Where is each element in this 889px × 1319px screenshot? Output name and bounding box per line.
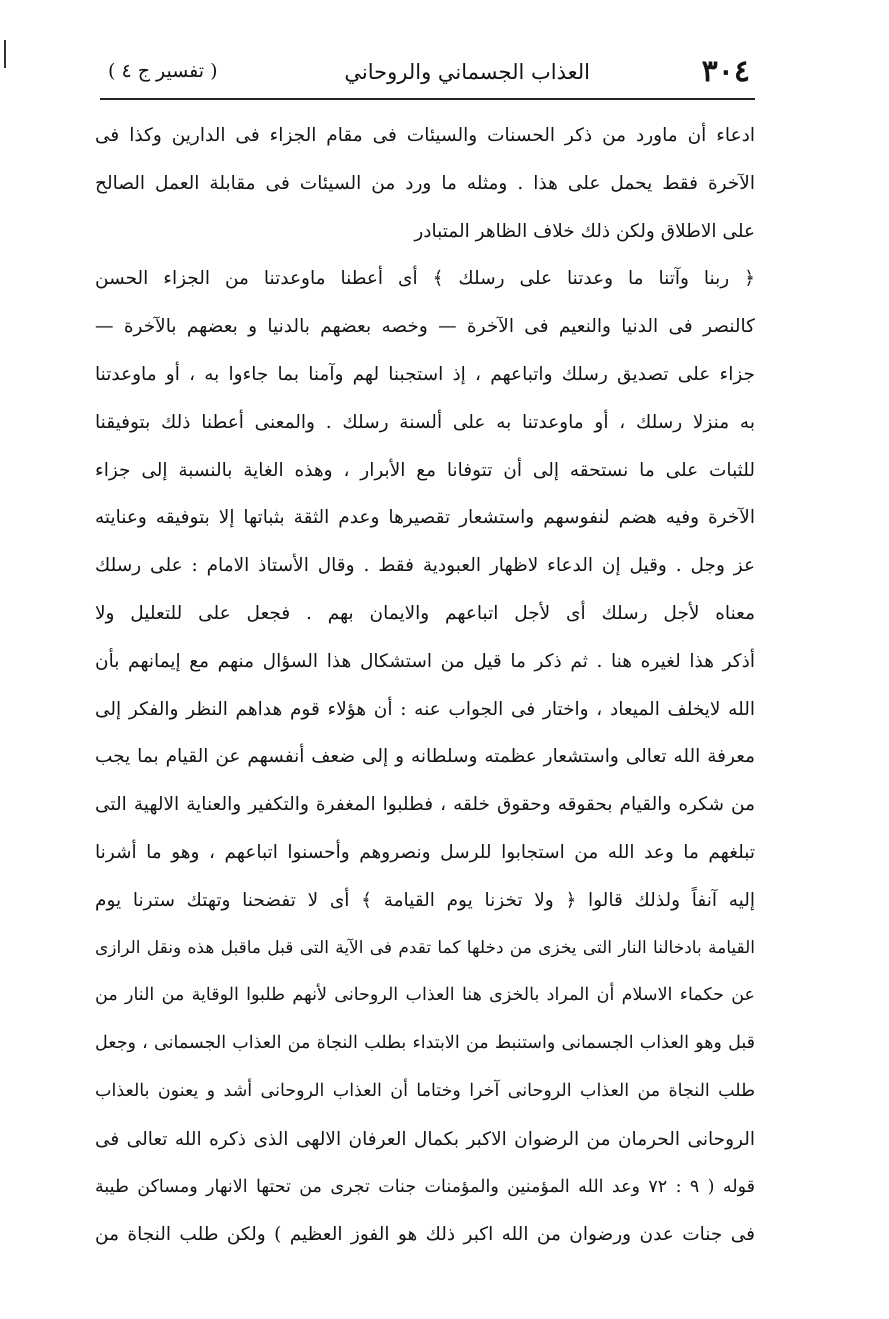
text-line: القيامة بادخالنا النار التى يخزى من دخلها كما تقدم فى الآية التى قبل ماقبل هذه ونقل الرازى xyxy=(95,937,755,958)
text-line: من شكره والقيام بحقوقه وحقوق خلقه ، فطلبوا المغفرة والتكفير والعناية الالهية التى xyxy=(95,794,755,816)
text-line: عز وجل . وقيل إن الدعاء لاظهار العبودية فقط . وقال الأستاذ الامام : على رسلك xyxy=(95,555,755,577)
page-number: ٣٠٤ xyxy=(701,54,750,89)
text-line: تبلغهم ما وعد الله من استجابوا للرسل ونصروهم وأحسنوا اتباعهم ، وهو ما أشرنا xyxy=(95,841,755,863)
text-line: معرفة الله تعالى واستشعار عظمته وسلطانه و إلى ضعف أنفسهم عن القيام بما يجب xyxy=(95,746,755,768)
text-line: طلب النجاة من العذاب الروحانى آخرا وختاما أن العذاب الروحانى أشد و يعنون بالعذاب xyxy=(95,1080,755,1101)
text-line: الآخرة وفيه هضم لنفوسهم واستشعار تقصيرها وعدم الثقة بثباتها إلا بتوفيقه وعنايته xyxy=(95,507,755,529)
header-rule xyxy=(100,98,755,100)
text-line: أذكر هذا لغيره هنا . ثم ذكر ما قيل من استشكال هذا السؤال منهم مع إيمانهم بأن xyxy=(95,650,755,672)
text-line: ﴿ ربنا وآتنا ما وعدتنا على رسلك ﴾ أى أعطنا ماوعدتنا من الجزاء الحسن xyxy=(95,268,755,290)
text-line: قوله ( ٩ : ٧٢ وعد الله المؤمنين والمؤمنات جنات تجرى من تحتها الانهار ومساكن طيبة xyxy=(95,1176,755,1197)
body-text xyxy=(95,112,755,1259)
text-line: جزاء على تصديق رسلك واتباعهم ، إذ استجبنا لهم وآمنا بما جاءوا به ، أو ماوعدتنا xyxy=(95,363,755,385)
text-line: على الاطلاق ولكن ذلك خلاف الظاهر المتبادر xyxy=(414,220,755,242)
text-line: الآخرة فقط يحمل على هذا . ومثله ما ورد من السيئات فى مقابلة العمل الصالح xyxy=(95,172,755,194)
text-line: للثبات على ما نستحقه إلى أن تتوفانا مع الأبرار ، وهذه الغاية بالنسبة إلى جزاء xyxy=(95,459,755,481)
text-line: كالنصر فى الدنيا والنعيم فى الآخرة — وخصه بعضهم بالدنيا و بعضهم بالآخرة — xyxy=(95,316,755,338)
margin-mark xyxy=(4,40,6,68)
text-line: به منزلا رسلك ، أو ماوعدتنا به على ألسنة رسلك . والمعنى أعطنا ذلك بتوفيقنا xyxy=(95,411,755,433)
running-title: العذاب الجسماني والروحاني xyxy=(344,60,590,84)
text-line: فى جنات عدن ورضوان من الله اكبر ذلك هو الفوز العظيم ) ولكن طلب النجاة من xyxy=(95,1224,755,1246)
text-line: الروحانى الحرمان من الرضوان الاكبر بكمال العرفان الالهى الذى ذكره الله تعالى فى xyxy=(95,1128,755,1150)
text-line: قبل وهو العذاب الجسمانى واستنبط من الابتداء بطلب النجاة من العذاب الجسمانى ، وجعل xyxy=(95,1033,755,1054)
text-line: إليه آنفاً ولذلك قالوا ﴿ ولا تخزنا يوم القيامة ﴾ أى لا تفضحنا وتهتك سترنا يوم xyxy=(95,889,755,911)
text-line: عن حكماء الاسلام أن المراد بالخزى هنا العذاب الروحانى لأنهم طلبوا الوقاية من النار من xyxy=(95,985,755,1006)
page-header xyxy=(100,52,750,92)
volume-label: ( تفسير ج ٤ ) xyxy=(108,60,218,82)
text-line: معناه لأجل رسلك أى لأجل اتباعهم والايمان بهم . فجعل على للتعليل ولا xyxy=(95,602,755,624)
text-line: الله لايخلف الميعاد ، واختار فى الجواب عنه : أن هؤلاء قوم هداهم النظر والفكر إلى xyxy=(95,698,755,720)
text-line: ادعاء أن ماورد من ذكر الحسنات والسيئات فى مقام الجزاء فى الدارين وكذا فى xyxy=(95,125,755,146)
